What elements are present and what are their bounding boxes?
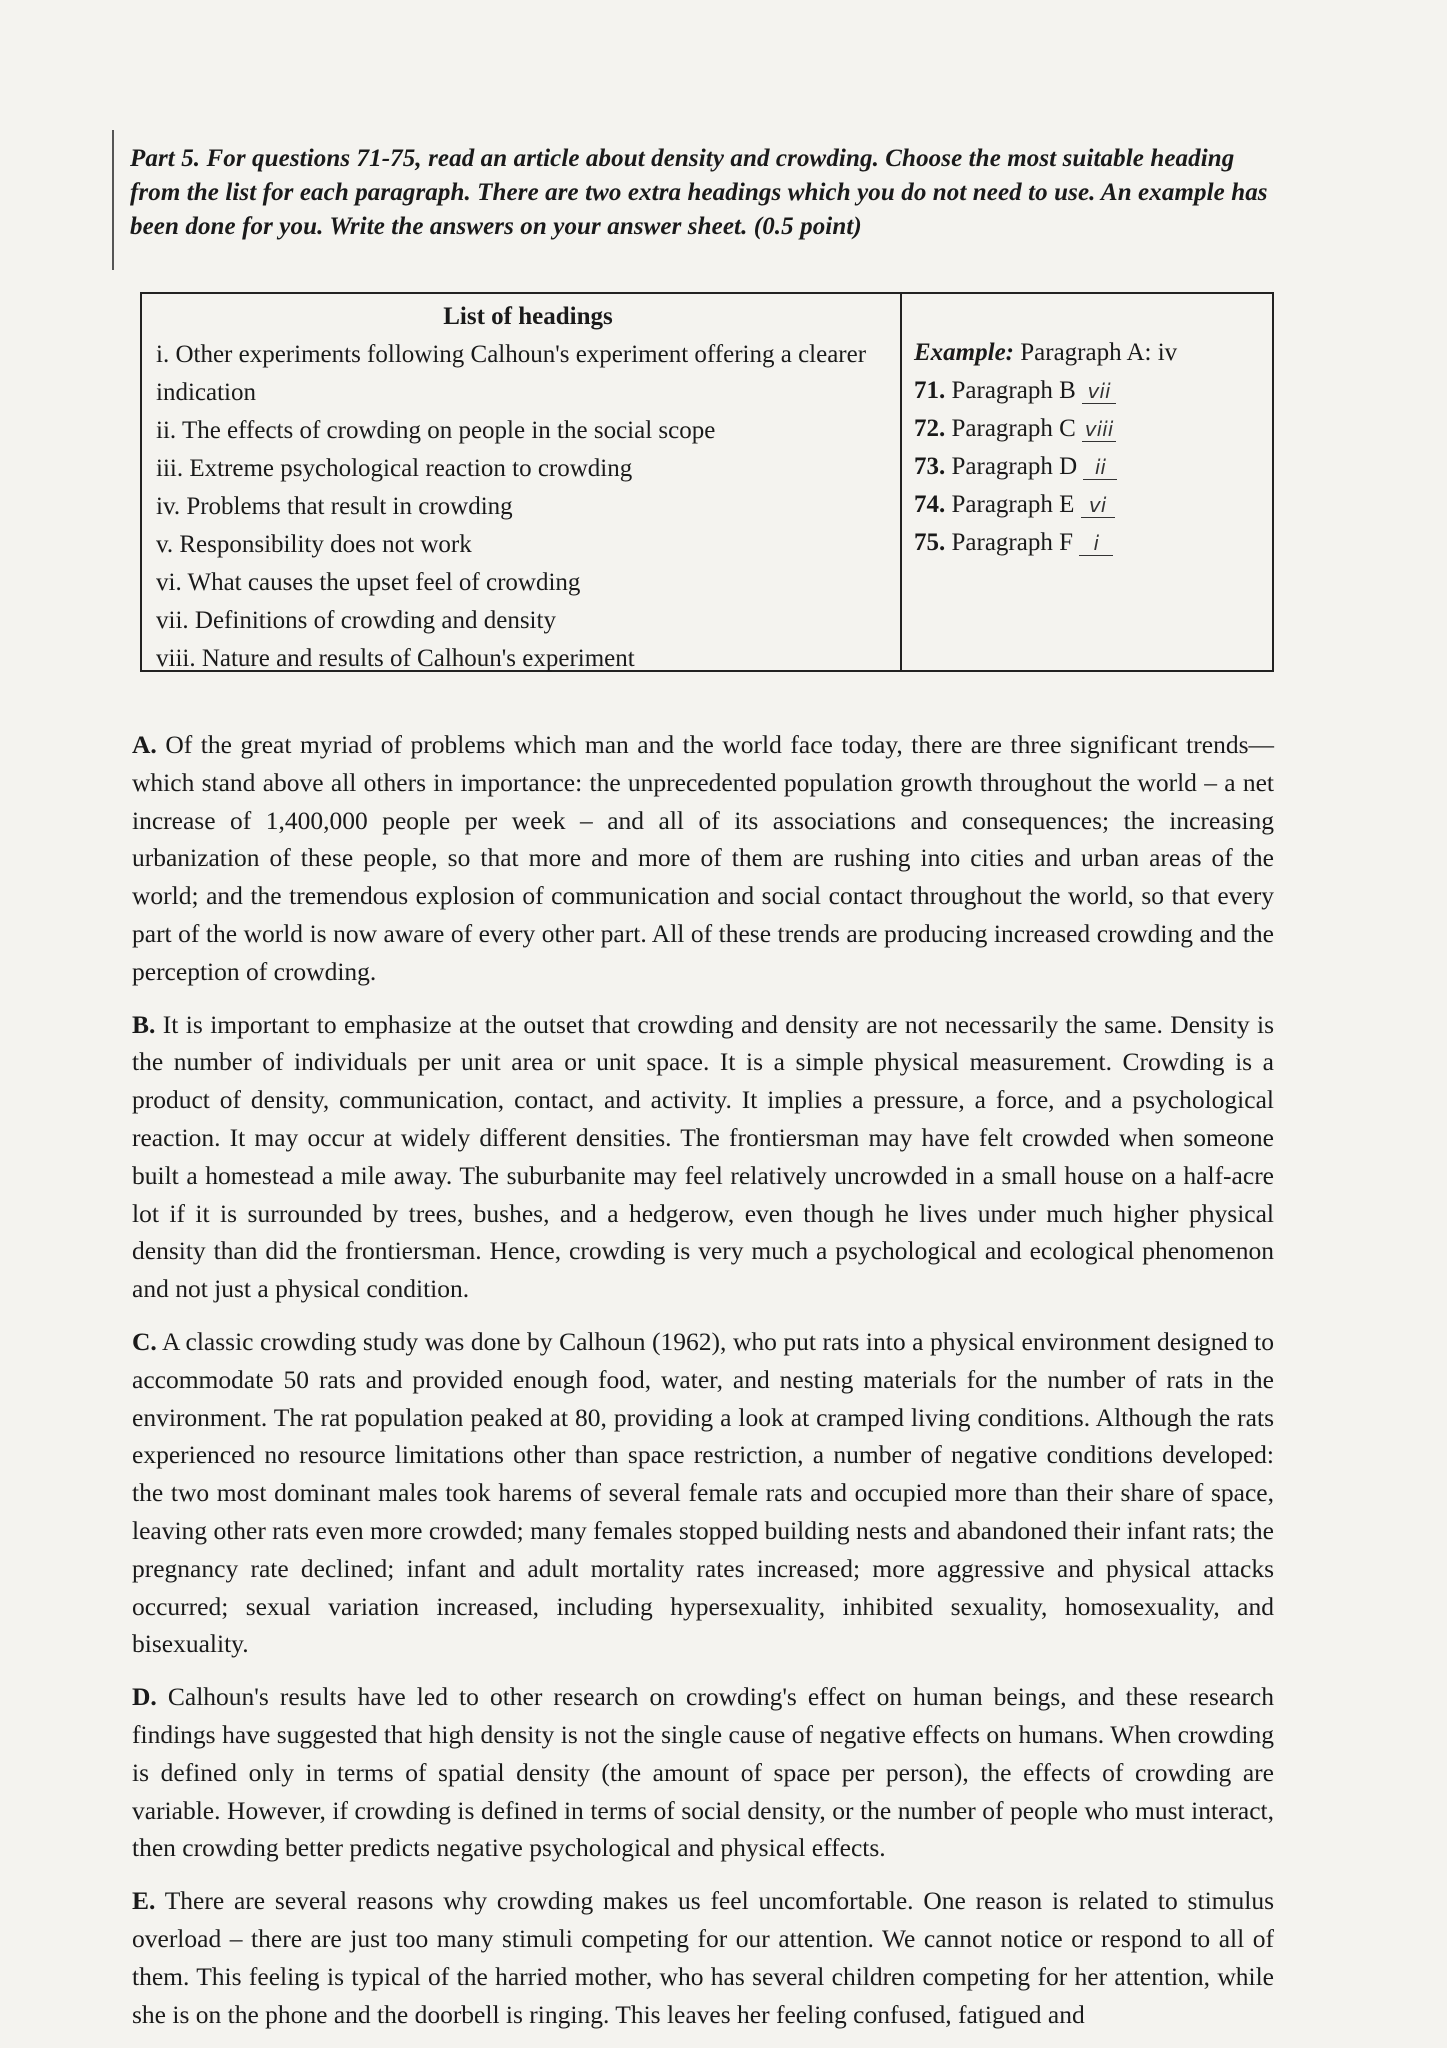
paragraph-label: Paragraph C <box>951 415 1076 442</box>
paragraph-b <box>132 1006 1274 1308</box>
heading-item: iii. Extreme psychological reaction to crowding <box>156 455 633 482</box>
heading-item: ii. The effects of crowding on people in the social scope <box>156 417 716 444</box>
answer-row <box>914 372 1272 410</box>
example-text: Paragraph A: iv <box>1020 339 1178 366</box>
paragraph-text: A classic crowding study was done by Calhoun (1962), who put rats into a physical environment designed to accommodate 50 rats and provided enough food, water, and nesting materials for the number of rats in the environment. The rat population peaked at 80, providing a look at cramped living conditions. Although the rats experienced no resource limitations other than space restriction, a number of negative conditions developed: the two most dominant males took harems of several female rats and occupied more than their share of space, leaving other rats even more crowded; many females stopped building nests and abandoned their infant rats; the pregnancy rate declined; infant and adult mortality rates increased; more aggressive and physical attacks occurred; sexual variation increased, including hypersexuality, inhibited sexuality, homosexuality, and bisexuality. <box>132 1326 1274 1659</box>
article-body <box>132 726 1274 2048</box>
paragraph-letter: C. <box>132 1326 157 1356</box>
paragraph-letter: B. <box>132 1009 156 1039</box>
paragraph-e <box>132 1882 1274 2033</box>
answer-row <box>914 486 1272 524</box>
paragraph-label: Paragraph F <box>951 529 1073 556</box>
paragraph-label: Paragraph E <box>951 491 1075 518</box>
example-label: Example: <box>914 339 1014 366</box>
question-number: 74. <box>914 491 946 518</box>
paragraph-text: It is important to emphasize at the outset that crowding and density are not necessarily the same. Density is the number of individuals per unit area or unit space. It is a simple physical measurement. Crowding is a product of density, communication, contact, and activity. It implies a pressure, a force, and a psychological reaction. It may occur at widely different densities. The frontiersman may have felt crowded when someone built a homestead a mile away. The suburbanite may feel relatively uncrowded in a small house on a half-acre lot if it is surrounded by trees, bushes, and a hedgerow, even though he lives under much higher physical density than did the frontiersman. Hence, crowding is very much a psychological and ecological phenomenon and not just a physical condition. <box>132 1009 1274 1304</box>
margin-rule <box>112 130 114 270</box>
paragraph-text: There are several reasons why crowding makes us feel uncomfortable. One reason is related to stimulus overload – there are just too many stimuli competing for our attention. We cannot notice or respond to all of them. This feeling is typical of the harried mother, who has several children competing for her attention, while she is on the phone and the doorbell is ringing. This leaves her feeling confused, fatigued and <box>132 1886 1274 2029</box>
headings-list <box>142 294 902 670</box>
answer-list <box>902 294 1272 670</box>
question-number: 73. <box>914 453 946 480</box>
paragraph-c <box>132 1323 1274 1663</box>
answer-row <box>914 448 1272 486</box>
question-number: 71. <box>914 377 946 404</box>
handwritten-answer: viii <box>1082 417 1116 442</box>
handwritten-answer: vi <box>1081 493 1115 518</box>
paragraph-label: Paragraph D <box>951 453 1078 480</box>
paragraph-letter: A. <box>132 730 157 759</box>
handwritten-answer: i <box>1079 531 1113 556</box>
heading-item: vi. What causes the upset feel of crowding <box>156 569 581 596</box>
question-number: 75. <box>914 529 946 556</box>
handwritten-answer: ii <box>1083 455 1117 480</box>
headings-title: List of headings <box>443 303 613 330</box>
heading-item: iv. Problems that result in crowding <box>156 493 513 520</box>
headings-table <box>140 292 1274 672</box>
heading-item: vii. Definitions of crowding and density <box>156 607 556 634</box>
heading-item: viii. Nature and results of Calhoun's experiment <box>156 645 635 672</box>
paragraph-d <box>132 1678 1274 1867</box>
answer-row <box>914 524 1272 562</box>
paragraph-text: Of the great myriad of problems which man and the world face today, there are three significant trends— which stand above all others in importance: the unprecedented population growth throughout the world – a net increase of 1,400,000 people per week – and all of its associations and consequences; the increasing urbanization of these people, so that more and more of them are rushing into cities and urban areas of the world; and the tremendous explosion of communication and social contact throughout the world, so that every part of the world is now aware of every other part. All of these trends are producing increased crowding and the perception of crowding. <box>132 730 1274 986</box>
paragraph-letter: D. <box>132 1682 157 1712</box>
paragraph-text: Calhoun's results have led to other research on crowding's effect on human beings, and these research findings have suggested that high density is not the single cause of negative effects on humans. When crowding is defined only in terms of spatial density (the amount of space per person), the effects of crowding are variable. However, if crowding is defined in terms of social density, or the number of people who must interact, then crowding better predicts negative psychological and physical effects. <box>132 1682 1275 1863</box>
paragraph-letter: E. <box>132 1886 156 1916</box>
paragraph-a <box>132 726 1274 991</box>
question-number: 72. <box>914 415 946 442</box>
part-instructions: Part 5. For questions 71-75, read an article about density and crowding. Choose the most suitable heading from the list for each paragraph. There are two extra headings which you do not need to use. An example has been done for you. Write the answers on your answer sheet. (0.5 point) <box>130 145 1268 240</box>
heading-item: v. Responsibility does not work <box>156 531 472 558</box>
answer-row <box>914 410 1272 448</box>
heading-item: i. Other experiments following Calhoun's experiment offering a clearer indication <box>156 341 867 406</box>
paragraph-label: Paragraph B <box>951 377 1076 404</box>
handwritten-answer: vii <box>1082 379 1116 404</box>
example-row <box>914 334 1272 372</box>
